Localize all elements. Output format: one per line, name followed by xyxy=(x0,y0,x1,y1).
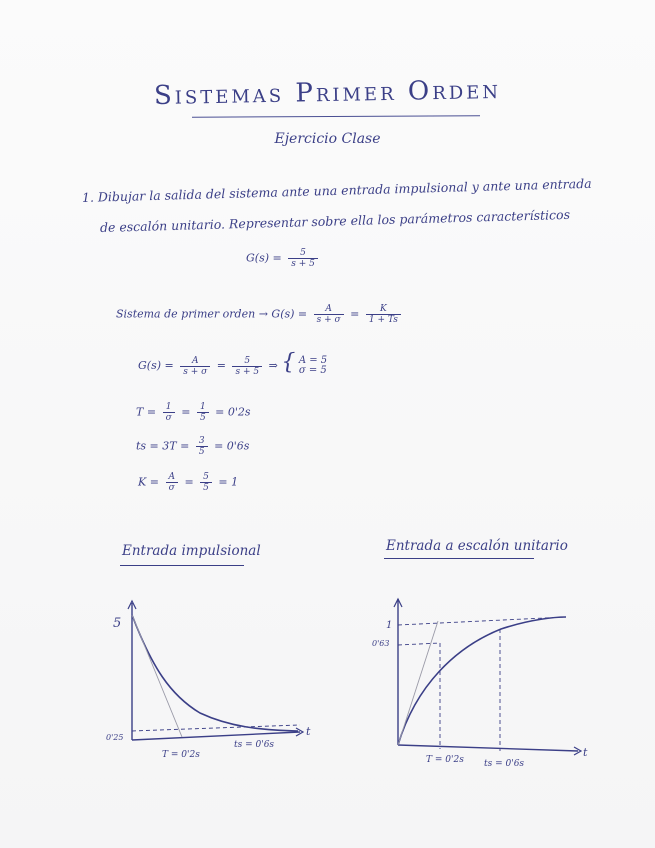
impulse-decay-curve xyxy=(132,615,298,731)
impulse-tangent-line xyxy=(132,615,182,737)
given-denominator: s + 5 xyxy=(288,258,318,269)
T-num-2: 1 xyxy=(199,402,206,412)
impulse-response-graph xyxy=(100,595,325,775)
general-eq: = xyxy=(350,307,360,321)
match-eq: = xyxy=(216,359,226,372)
match-fraction-1 xyxy=(180,356,210,377)
page-title: Sistemas Primer Orden xyxy=(153,74,502,112)
T-fraction-2 xyxy=(197,402,209,423)
step-x-axis xyxy=(398,745,578,751)
T-den-1: σ xyxy=(163,412,175,423)
T-lhs: T = xyxy=(136,405,157,419)
match-fraction-2 xyxy=(232,356,262,377)
implies-arrow: ⇒ xyxy=(268,359,278,372)
K-fraction-2 xyxy=(200,472,212,493)
step-rise-curve xyxy=(398,617,566,745)
K-lhs: K = xyxy=(138,475,159,489)
match-num-2: 5 xyxy=(244,355,251,366)
given-lhs: G(s) = xyxy=(246,251,282,265)
problem-line-2: de escalón unitario. Representar sobre ella los parámetros característicos xyxy=(99,206,571,235)
given-transfer-function xyxy=(246,248,321,269)
step-title-underline xyxy=(384,558,534,559)
general-fraction-2 xyxy=(366,304,401,325)
ts-den: 5 xyxy=(196,446,208,457)
ts-result: = 0'6s xyxy=(214,439,250,453)
step-63-label: 0'63 xyxy=(372,639,390,648)
given-fraction xyxy=(288,248,318,269)
step-63-dashed-line xyxy=(398,643,440,645)
time-constant-line xyxy=(136,402,251,423)
impulse-peak-label: 5 xyxy=(113,616,122,631)
impulse-title-underline xyxy=(120,565,244,566)
page-subtitle: Ejercicio Clase xyxy=(274,131,381,147)
K-eq: = xyxy=(184,475,194,489)
match-num-1: A xyxy=(192,355,199,366)
match-lhs: G(s) = xyxy=(138,359,174,372)
ts-fraction xyxy=(196,436,208,457)
general-den-2: 1 + Ts xyxy=(366,314,401,325)
step-one-label: 1 xyxy=(386,620,393,631)
settling-time-line xyxy=(136,436,249,457)
general-lhs: G(s) = xyxy=(271,307,308,321)
T-eq: = xyxy=(181,405,191,419)
gain-line xyxy=(138,472,238,493)
impulse-x-axis xyxy=(132,732,300,740)
step-ts-label: ts = 0'6s xyxy=(484,759,525,769)
general-den-1: s + σ xyxy=(314,314,344,325)
ts-num: 3 xyxy=(198,436,205,446)
general-intro: Sistema de primer orden → xyxy=(116,307,268,321)
match-results xyxy=(299,356,327,376)
T-fraction-1 xyxy=(163,402,175,423)
K-num-1: A xyxy=(168,472,175,482)
K-den-1: σ xyxy=(166,482,178,493)
step-response-graph xyxy=(366,595,596,775)
match-line xyxy=(138,352,327,377)
K-fraction-1 xyxy=(165,472,178,493)
result-A: A = 5 xyxy=(298,355,328,366)
ts-lhs: ts = 3T = xyxy=(136,439,190,453)
K-num-2: 5 xyxy=(203,472,209,482)
given-numerator: 5 xyxy=(300,248,306,258)
T-num-1: 1 xyxy=(165,402,172,412)
impulse-T-label: T = 0'2s xyxy=(162,750,200,760)
K-result: = 1 xyxy=(218,475,239,489)
step-one-dashed-line xyxy=(398,617,566,625)
result-sigma: σ = 5 xyxy=(298,365,327,376)
brace-icon: { xyxy=(281,350,296,375)
impulse-graph-title: Entrada impulsional xyxy=(122,543,261,559)
step-tangent-line xyxy=(398,621,438,745)
step-T-label: T = 0'2s xyxy=(426,755,464,765)
general-num-1: A xyxy=(325,304,332,314)
match-den-2: s + 5 xyxy=(232,366,262,377)
T-den-2: 5 xyxy=(197,412,209,423)
impulse-t-axis-label: t xyxy=(306,725,311,738)
general-fraction-1 xyxy=(314,304,344,325)
problem-line-1: 1. Dibujar la salida del sistema ante una entrada impulsional y ante una entrada xyxy=(81,175,592,205)
match-den-1: s + σ xyxy=(180,366,210,377)
impulse-ts-label: ts = 0'6s xyxy=(234,740,275,750)
step-graph-title: Entrada a escalón unitario xyxy=(386,538,568,554)
K-den-2: 5 xyxy=(200,482,212,493)
general-form-line xyxy=(116,304,404,325)
title-underline xyxy=(192,115,480,118)
T-result: = 0'2s xyxy=(215,405,251,419)
impulse-low-label: 0'25 xyxy=(106,733,124,742)
general-num-2: K xyxy=(380,304,387,314)
step-t-axis-label: t xyxy=(583,746,588,759)
